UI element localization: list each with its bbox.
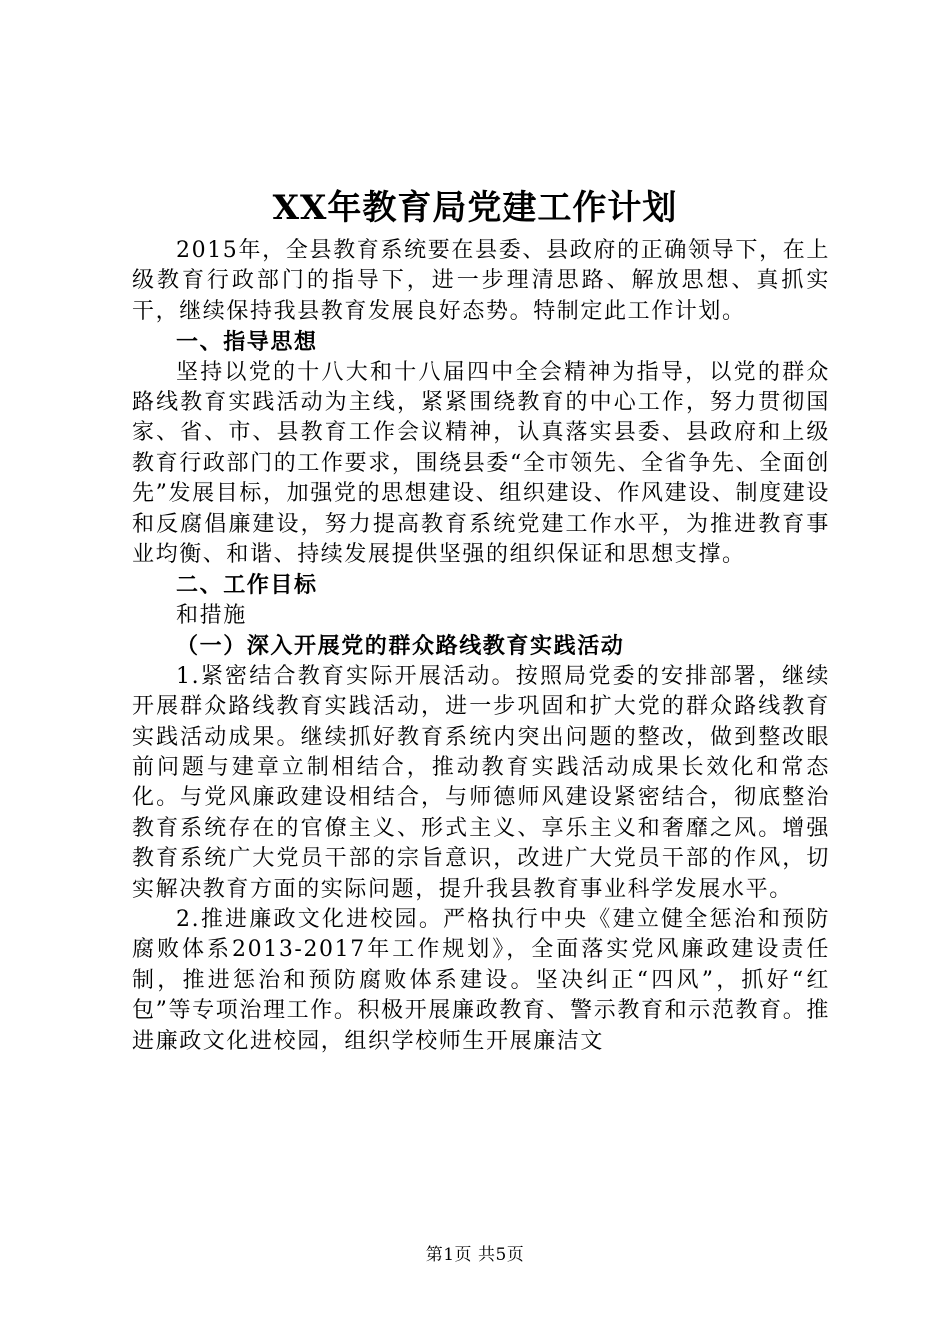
page-footer: 第1页 共5页	[425, 1245, 525, 1265]
item-1-paragraph: 1.紧密结合教育实际开展活动。按照局党委的安排部署，继续开展群众路线教育实践活动，进一步巩固和扩大党的群众路线教育实践活动成果。继续抓好教育系统内突出问题的整改，做到整改眼前问题与建章立制相结合，推动教育实践活动成果长效化和常态化。与党风廉政建设相结合，与师德师风建设紧密结合，彻底整治教育系统存在的官僚主义、形式主义、享乐主义和奢靡之风。增强教育系统广大党员干部的宗旨意识，改进广大党员干部的作风，切实解决教育方面的实际问题，提升我县教育事业科学发展水平。	[132, 663, 830, 902]
document-body	[132, 236, 830, 1057]
section-heading-guiding-ideology: 一、指导思想	[176, 329, 318, 356]
item-2-paragraph: 2.推进廉政文化进校园。严格执行中央《建立健全惩治和预防腐败体系2013-2017年工作规划》，全面落实党风廉政建设责任制，推进惩治和预防腐败体系建设。坚决纠正“四风”，抓好“红包”等专项治理工作。积极开展廉政教育、警示教育和示范教育。推进廉政文化进校园，组织学校师生开展廉洁文	[132, 906, 830, 1054]
intro-paragraph: 2015年，全县教育系统要在县委、县政府的正确领导下，在上级教育行政部门的指导下，进一步理清思路、解放思想、真抓实干，继续保持我县教育发展良好态势。特制定此工作计划。	[132, 238, 830, 324]
document-title: XX年教育局党建工作计划	[272, 188, 678, 228]
subsection-heading-mass-line: （一）深入开展党的群众路线教育实践活动	[176, 633, 625, 660]
guiding-ideology-paragraph: 坚持以党的十八大和十八届四中全会精神为指导，以党的群众路线教育实践活动为主线，紧紧围绕教育的中心工作，努力贯彻国家、省、市、县教育工作会议精神，认真落实县委、县政府和上级教育行政部门的工作要求，围绕县委“全市领先、全省争先、全面创先”发展目标，加强党的思想建设、组织建设、作风建设、制度建设和反腐倡廉建设，努力提高教育系统党建工作水平，为推进教育事业均衡、和谐、持续发展提供坚强的组织保证和思想支撑。	[132, 359, 830, 568]
section-heading-work-goals: 二、工作目标	[176, 572, 318, 599]
work-goals-continuation: 和措施	[176, 602, 247, 628]
